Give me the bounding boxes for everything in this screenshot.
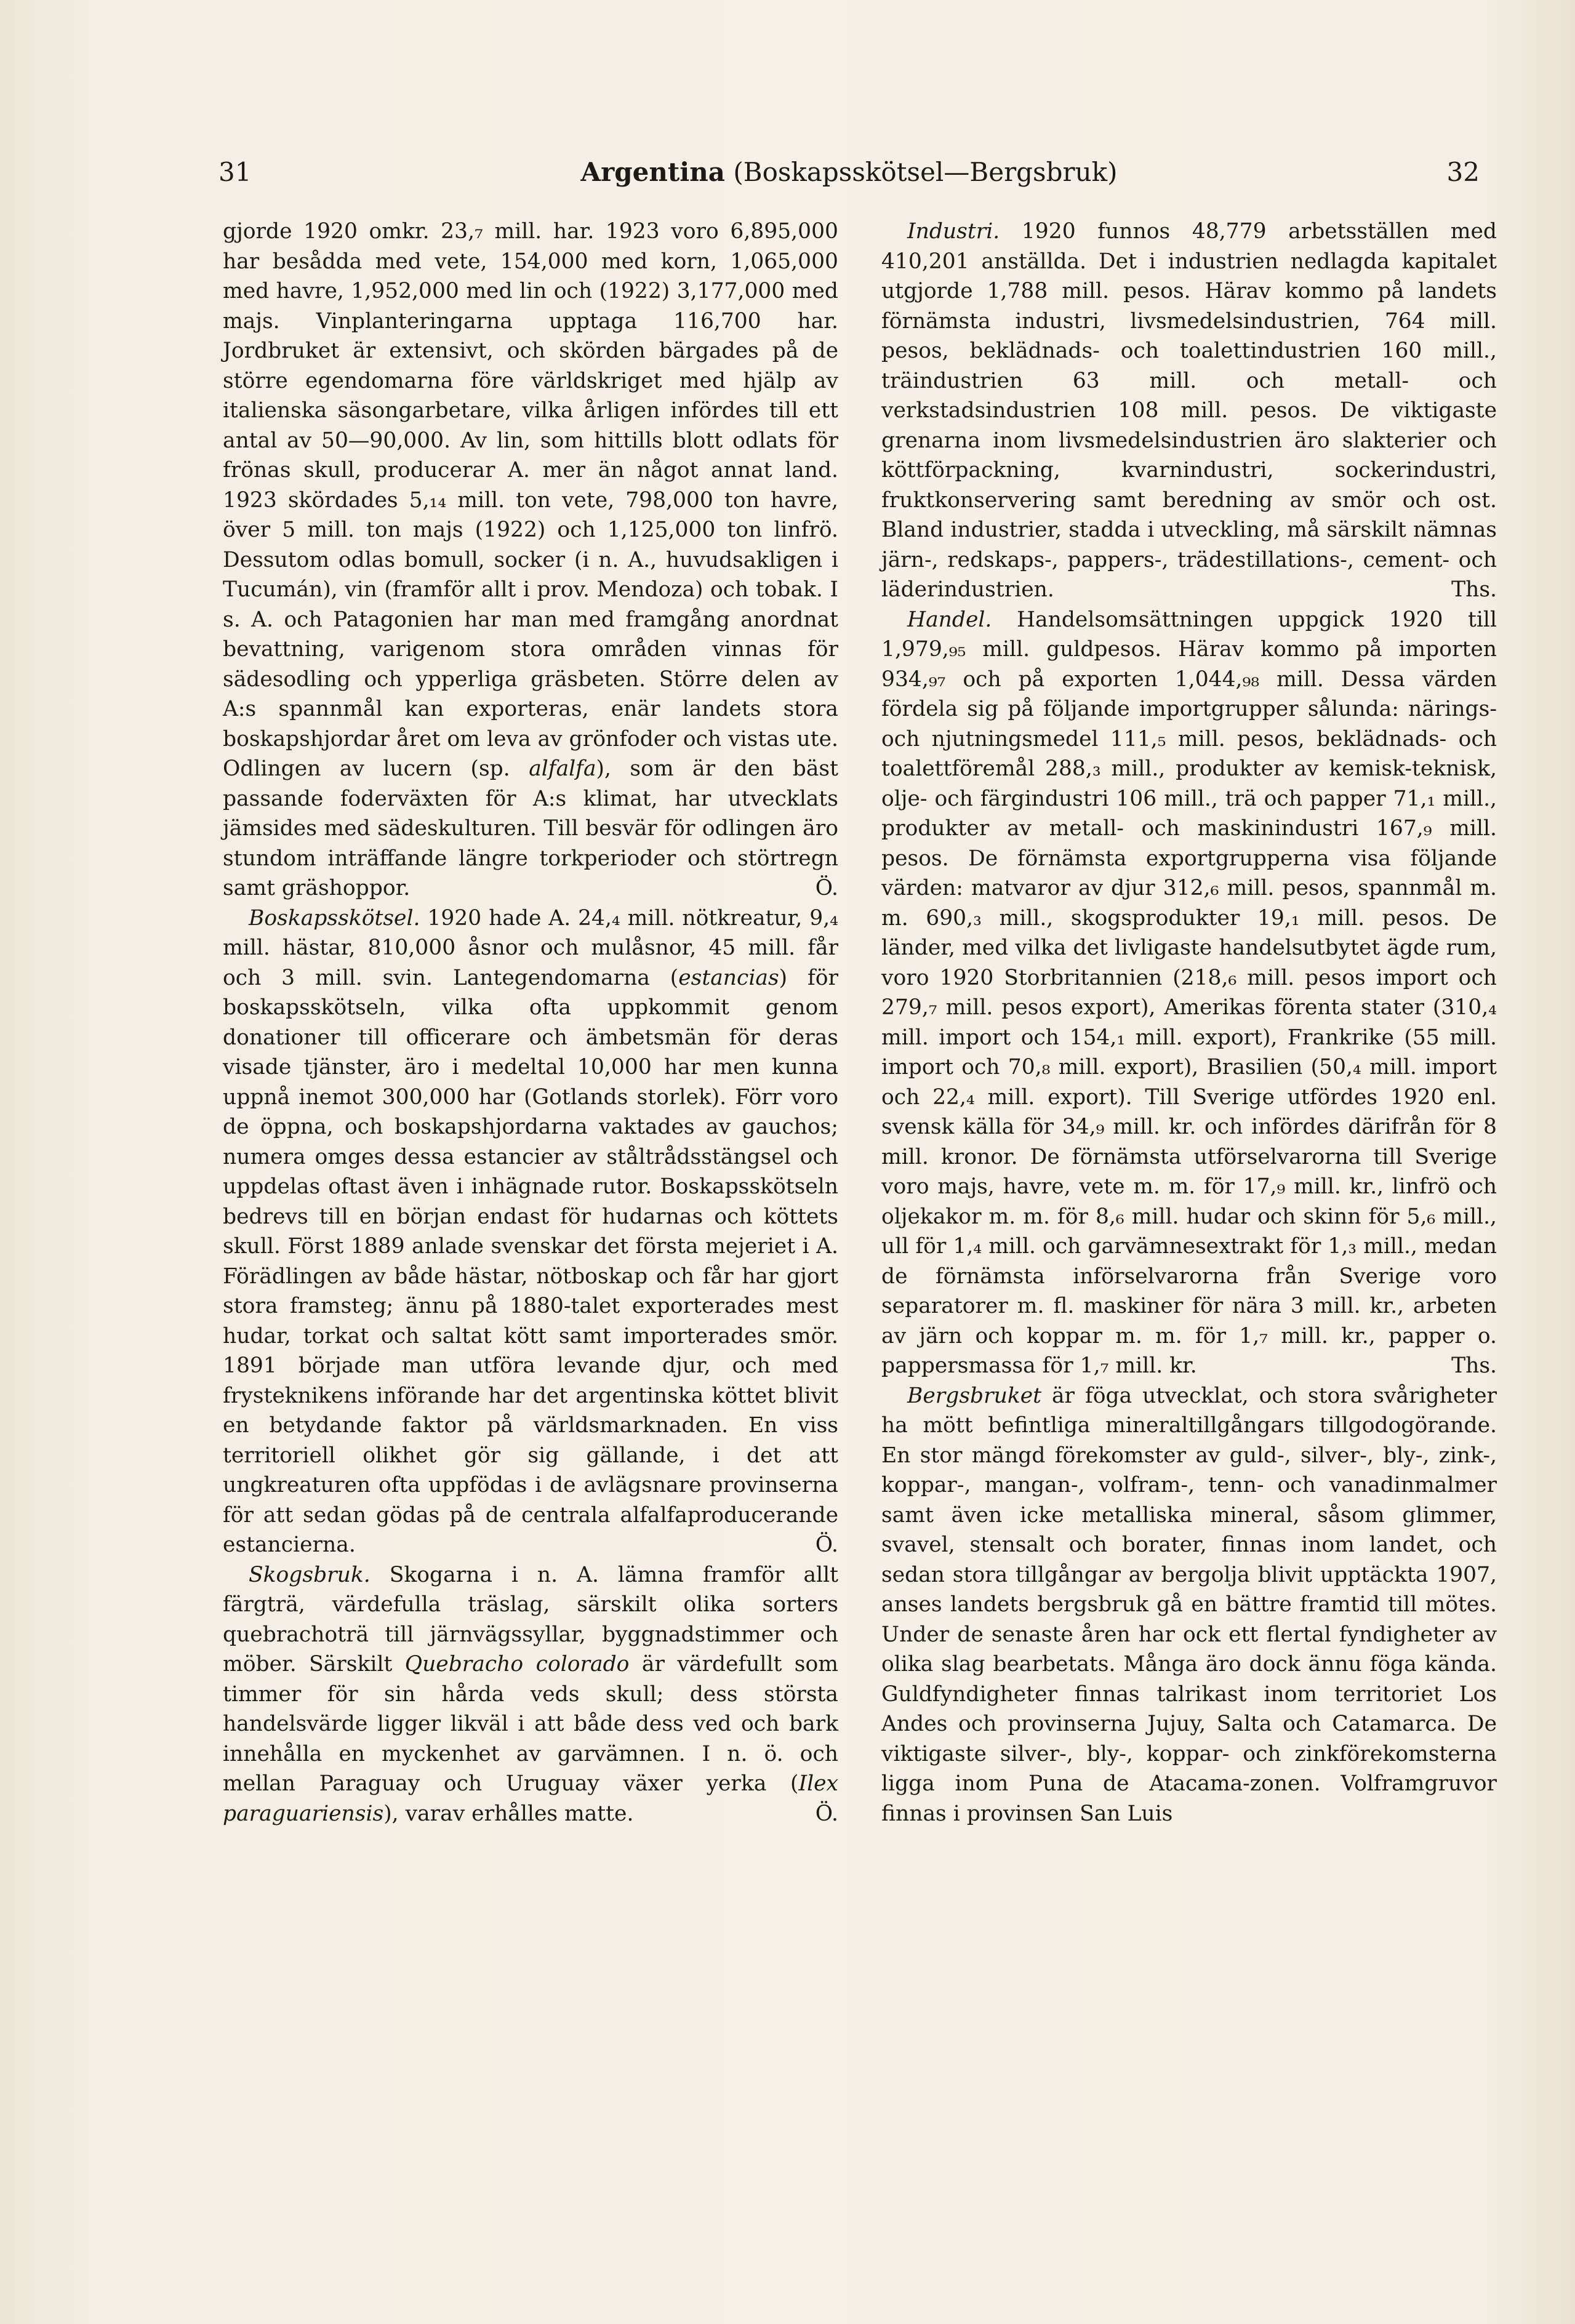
author-signature: Ths. [1451,1353,1497,1378]
running-title [218,151,1480,194]
para-italic: alfalfa [529,756,596,781]
section-italic: Quebracho colorado [404,1652,630,1677]
section-text: Skogarna i n. A. lämna framför allt färgträ, värdefulla träslag, särskilt olika sorters quebrachoträ till järnvägssyllar, byggnadstimmer och möber. Särskilt [223,1562,838,1677]
running-title-bold: Argentina [580,157,725,187]
section-boskapsskotsel [223,904,838,1560]
paragraph-agriculture [223,217,838,904]
page-number-left: 31 [218,157,252,187]
section-industri [881,217,1497,605]
author-signature: Ö. [815,1533,838,1557]
section-text: är föga utvecklat, och stora svårigheter ha mött befintliga mineraltillgångars tillgodogörande. En stor mängd förekomster av guld-, silver-, bly-, zink-, koppar-, mangan-, volfram-, tenn- och vanadinmalmer samt även icke metalliska mineral, såsom glimmer, svavel, stensalt och borater, finnas inom landet, och sedan stora tillgångar av bergolja blivit upptäckta 1907, anses landets bergsbruk gå en bättre framtid till mötes. Under de senaste åren har ock ett flertal fyndigheter av olika slag bearbetats. Många äro dock ännu föga kända. Guldfyndigheter finnas talrikast inom territoriet Los Andes och provinserna Jujuy, Salta och Catamarca. De viktigaste silver-, bly-, koppar- och zinkförekomsterna ligga inom Puna de Atacama-zonen. Volframgruvor finnas i provinsen San Luis [881,1383,1497,1826]
running-title-rest: (Boskapsskötsel—Bergsbruk) [724,157,1118,187]
section-text: 1920 funnos 48,779 arbetsställen med 410,201 anställda. Det i industrien nedlagda kapitalet utgjorde 1,788 mill. pesos. Härav kommo på landets förnämsta industri, livsmedelsindustrien, 764 mill. pesos, beklädnads- och toalettindustrien 160 mill., träindustrien 63 mill. och metall- och verkstadsindustrien 108 mill. pesos. De viktigaste grenarna inom livsmedelsindustrien äro slakterier och köttförpackning, kvarnindustri, sockerindustri, fruktkonservering samt beredning av smör och ost. Bland industrier, stadda i utveckling, må särskilt nämnas järn-, redskaps-, pappers-, trädestillations-, cement- och läderindustrien. [881,219,1497,602]
section-handel [881,605,1497,1381]
section-heading: Bergsbruket [907,1383,1042,1408]
section-italic-2: Ilex paraguariensis [223,1771,838,1826]
running-header [218,151,1480,194]
section-text-after: ) för boskapsskötseln, vilka ofta uppkommit genom donationer till officerare och ämbetsmän för deras visade tjänster, äro i medeltal 10,000 har men kunna uppnå inemot 300,000 har (Gotlands storlek). Förr voro de öppna, och boskapshjordarna vaktades av gauchos; numera omges dessa estancier av ståltrådsstängsel och uppdelas oftast även i inhägnade rutor. Boskapsskötseln bedrevs till en början endast för hudarnas och köttets skull. Först 1889 anlade svenskar det första mejeriet i A. Förädlingen av både hästar, nötboskap och får har gjort stora framsteg; ännu på 1880-talet exporterades mest hudar, torkat och saltat kött samt importerades smör. 1891 började man utföra levande djur, och med frysteknikens införande har det argentinska köttet blivit en betydande faktor på världsmarknaden. En viss territoriell olikhet gör sig gällande, i det att ungkreaturen ofta uppfödas i de avlägsnare provinserna för att sedan gödas på de centrala alfalfaproducerande estancierna. [223,965,838,1557]
section-text: 1920 hade A. 24,₄ mill. nötkreatur, 9,₄ mill. hästar, 810,000 åsnor och mulåsnor, 45 mill. får och 3 mill. svin. Lantegendomarna ( [223,905,838,990]
right-column [881,217,1497,1829]
author-signature: Ths. [1451,577,1497,602]
section-heading: Handel. [907,607,992,632]
author-signature: Ö. [815,876,838,900]
page-number-right: 32 [1446,157,1480,187]
para-text: gjorde 1920 omkr. 23,₇ mill. har. 1923 voro 6,895,000 har besådda med vete, 154,000 med korn, 1,065,000 med havre, 1,952,000 med lin och (1922) 3,177,000 med majs. Vinplanteringarna upptaga 116,700 har. Jordbruket är extensivt, och skörden bärgades på de större egendomarna före världskriget med hjälp av italienska säsongarbetare, vilka årligen infördes till ett antal av 50—90,000. Av lin, som hittills blott odlats för frönas skull, producerar A. mer än något annat land. 1923 skördades 5,₁₄ mill. ton vete, 798,000 ton havre, över 5 mill. ton majs (1922) och 1,125,000 ton linfrö. Dessutom odlas bomull, socker (i n. A., huvudsakligen i Tucumán), vin (framför allt i prov. Mendoza) och tobak. I s. A. och Patagonien har man med framgång anordnat bevattning, varigenom stora områden vinnas för sädesodling och ypperliga gräsbeten. Större delen av A:s spannmål kan exporteras, enär landets stora boskapshjordar året om leva av grönfoder och vistas ute. Odlingen av lucern (sp. [223,219,838,781]
author-signature: Ö. [815,1801,838,1826]
section-text-after: är värdefullt som timmer för sin hårda veds skull; dess största handelsvärde ligger likväl i att både dess ved och bark innehålla en myckenhet av garvämnen. I n. ö. och mellan Paraguay och Uruguay växer yerka ( [223,1652,838,1796]
section-text-after-2: ), varav erhålles matte. [383,1801,634,1826]
para-text-after: ), som är den bäst passande foderväxten för A:s klimat, har utvecklats jämsides med sädeskulturen. Till besvär för odlingen äro stundom inträffande längre torkperioder och störtregn samt gräshoppor. [223,756,838,900]
section-italic: estancias [678,965,779,990]
left-column [223,217,838,1829]
section-text: Handelsomsättningen uppgick 1920 till 1,979,₉₅ mill. guldpesos. Härav kommo på importen 934,₉₇ och på exporten 1,044,₉₈ mill. Dessa värden fördela sig på följande importgrupper sålunda: närings- och njutningsmedel 111,₅ mill. pesos, beklädnads- och toalettföremål 288,₃ mill., produkter av kemisk-teknisk, olje- och färgindustri 106 mill., trä och papper 71,₁ mill., produkter av metall- och maskinindustri 167,₉ mill. pesos. De förnämsta exportgrupperna visa följande värden: matvaror av djur 312,₆ mill. pesos, spannmål m. m. 690,₃ mill., skogsprodukter 19,₁ mill. pesos. De länder, med vilka det livligaste handelsutbytet ägde rum, voro 1920 Storbritannien (218,₆ mill. pesos import och 279,₇ mill. pesos export), Amerikas förenta stater (310,₄ mill. import och 154,₁ mill. export), Frankrike (55 mill. import och 70,₈ mill. export), Brasilien (50,₄ mill. import och 22,₄ mill. export). Till Sverige utfördes 1920 enl. svensk källa för 34,₉ mill. kr. och infördes därifrån för 8 mill. kronor. De förnämsta utförselvarorna till Sverige voro majs, havre, vete m. m. för 17,₉ mill. kr., linfrö och oljekakor m. m. för 8,₆ mill. hudar och skinn för 5,₆ mill., ull för 1,₄ mill. och garvämnesextrakt för 1,₃ mill., medan de förnämsta införselvarorna från Sverige voro separatorer m. fl. maskiner för nära 3 mill. kr., arbeten av järn och koppar m. m. för 1,₇ mill. kr., papper o. pappersmassa för 1,₇ mill. kr. [881,607,1497,1378]
section-skogsbruk [223,1560,838,1829]
section-bergsbruk [881,1381,1497,1829]
section-heading: Boskapsskötsel. [249,905,420,931]
section-heading: Industri. [907,219,1000,244]
section-heading: Skogsbruk. [249,1562,371,1587]
